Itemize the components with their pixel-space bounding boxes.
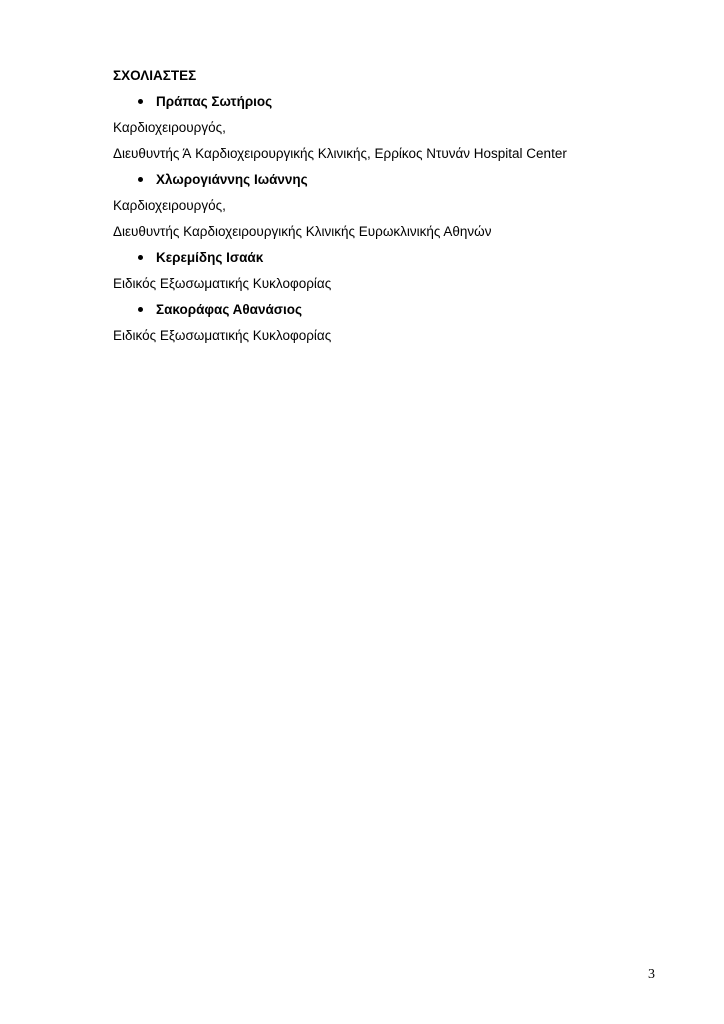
bullet-icon [138, 177, 143, 182]
commentator-name: Σακοράφας Αθανάσιος [156, 302, 303, 317]
bullet-icon [138, 307, 143, 312]
commentator-name: Κερεμίδης Ισαάκ [156, 250, 264, 265]
bullet-icon [138, 99, 143, 104]
commentator-name: Χλωρογιάννης Ιωάννης [156, 172, 308, 187]
page-number: 3 [648, 967, 655, 982]
bullet-icon [138, 255, 143, 260]
commentator-name-row [113, 92, 673, 111]
page-content [113, 66, 673, 352]
commentator-title: Καρδιοχειρουργός, [113, 198, 226, 213]
commentator-title: Ειδικός Εξωσωματικής Κυκλοφορίας [113, 328, 332, 343]
commentator-entry [113, 300, 673, 345]
commentator-entry [113, 170, 673, 241]
commentator-name-row [113, 300, 673, 319]
commentator-entry [113, 248, 673, 293]
commentator-name-row [113, 170, 673, 189]
commentator-title: Ειδικός Εξωσωματικής Κυκλοφορίας [113, 276, 332, 291]
commentator-title: Καρδιοχειρουργός, [113, 120, 226, 135]
section-heading: ΣΧΟΛΙΑΣΤΕΣ [113, 68, 197, 83]
commentator-affiliation: Διευθυντής Καρδιοχειρουργικής Κλινικής Ευρωκλινικής Αθηνών [113, 224, 492, 239]
commentator-name-row [113, 248, 673, 267]
commentator-entry [113, 92, 673, 163]
commentator-name: Πράπας Σωτήριος [156, 94, 273, 109]
commentator-affiliation: Διευθυντής Ά Καρδιοχειρουργικής Κλινικής, Ερρίκος Ντυνάν Hospital Center [113, 146, 567, 161]
